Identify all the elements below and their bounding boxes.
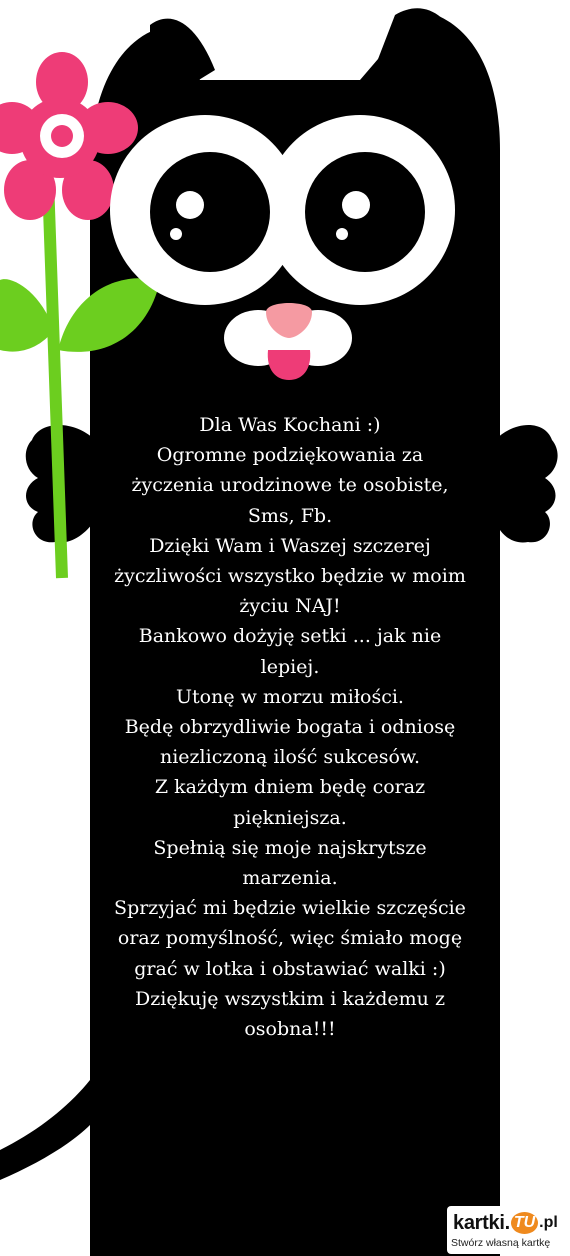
watermark-brand: kartki.	[453, 1211, 510, 1234]
watermark-tu: TU	[511, 1212, 538, 1234]
watermark-domain: .pl	[539, 1214, 558, 1231]
card-message: Dla Was Kochani :) Ogromne podziękowania za życzenia urodzinowe te osobiste, Sms, Fb. Dzięki Wam i Waszej szczerej życzliwości wszystko będzie w moim życiu NAJ! Bankowo dożyję setki ... jak nie lepiej. Utonę w morzu miłości. Będę obrzydliwie bogata i odniosę niezliczoną ilość sukcesów. Z każdym dniem będę coraz piękniejsza. Spełnią się moje najskrytsze marzenia. Sprzyjać mi będzie wielkie szczęście oraz pomyślność, więc śmiało mogę grać w lotka i obstawiać walki :) Dziękuję wszystkim i każdemu z osobna!!!	[114, 414, 466, 1041]
cat-tail	[0, 1080, 90, 1180]
kartki-tu-watermark[interactable]	[447, 1206, 567, 1254]
watermark-tagline: Stwórz własną kartkę	[451, 1237, 551, 1249]
cat-right-paw	[495, 425, 558, 543]
